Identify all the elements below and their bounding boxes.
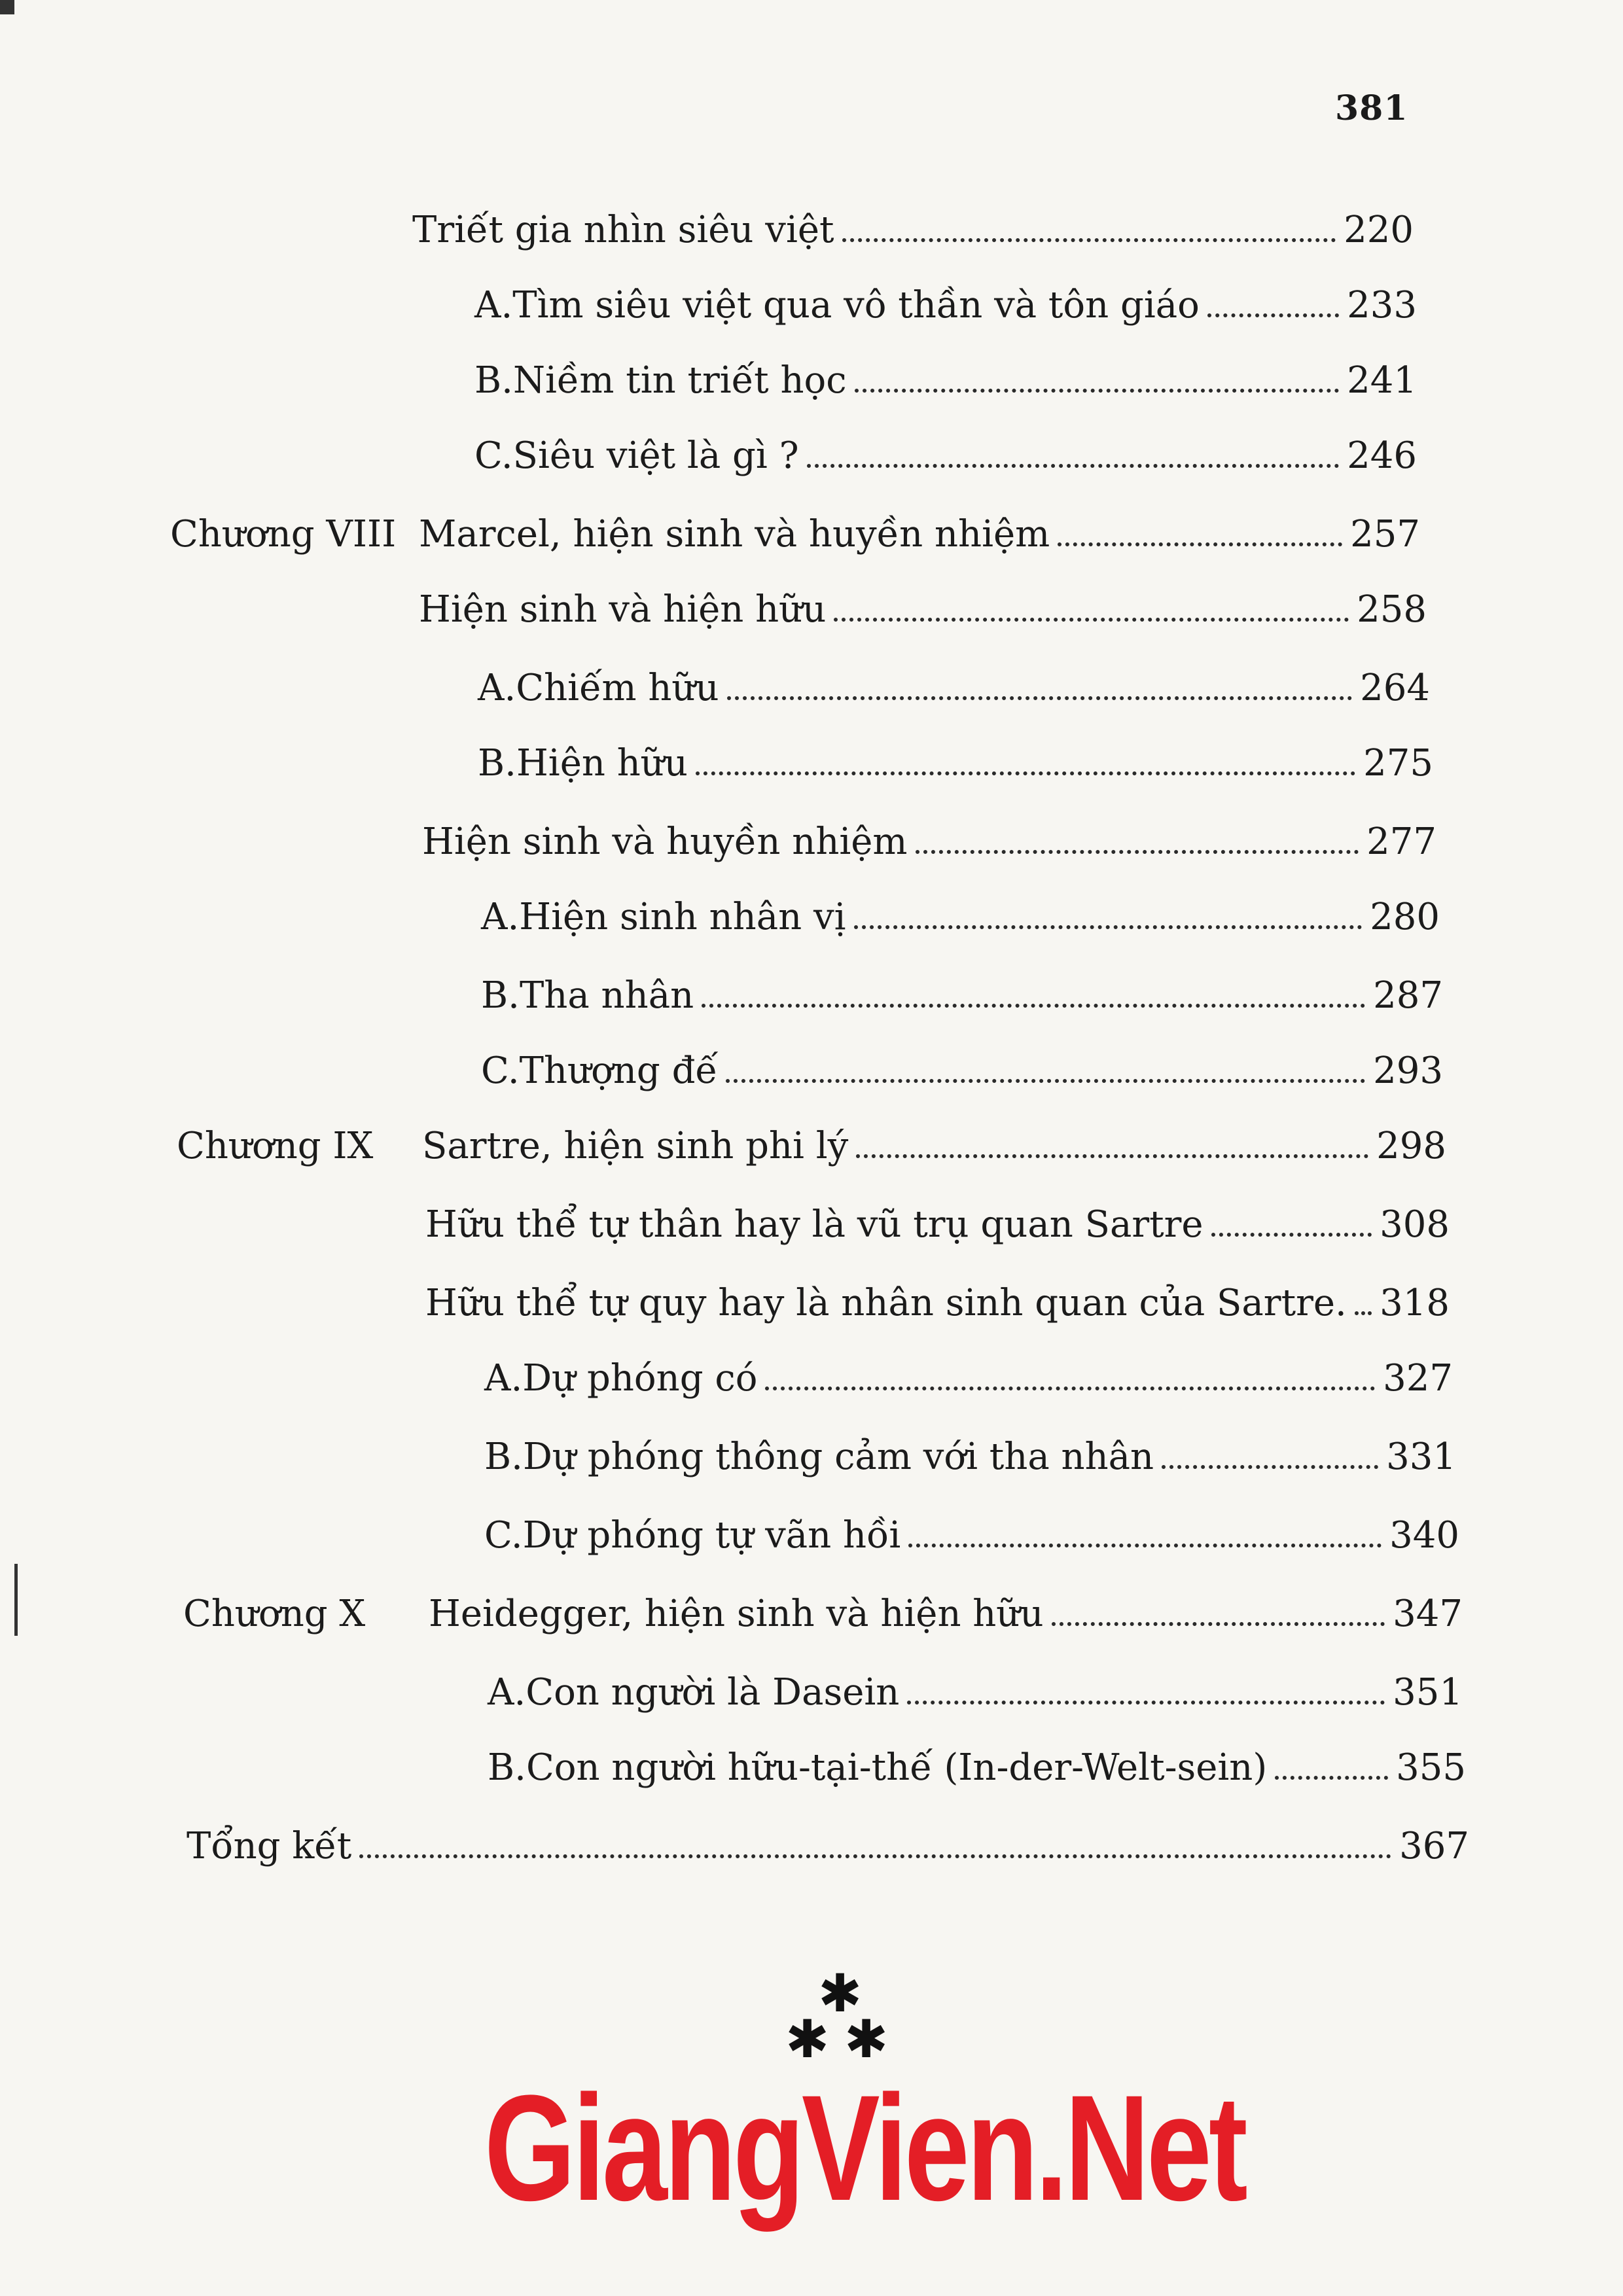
toc-entry-title: C.Dự phóng tự vãn hồi: [484, 1514, 901, 1557]
toc-entry-title: A.Hiện sinh nhân vị: [481, 896, 846, 938]
toc-entry-page: 308: [1380, 1203, 1450, 1246]
toc-entry-page: 220: [1344, 209, 1414, 251]
toc-entry-page: 340: [1389, 1514, 1459, 1557]
toc-entry-title: Hiện sinh và hiện hữu: [419, 588, 827, 631]
dot-leader: [856, 1154, 1368, 1158]
toc-entry-title: Marcel, hiện sinh và huyền nhiệm: [419, 513, 1050, 556]
toc-entry: [481, 962, 1443, 1017]
toc-entry: [474, 272, 1417, 327]
toc-entry: [478, 654, 1430, 707]
toc-entry: [474, 347, 1417, 402]
toc-entry-page: 318: [1380, 1282, 1450, 1324]
dot-leader: [727, 696, 1352, 700]
toc-entry-title: Hiện sinh và huyền nhiệm: [422, 821, 908, 863]
toc-entry-page: 264: [1360, 667, 1430, 709]
toc-entry-page: 275: [1363, 742, 1433, 785]
toc-entry: [183, 1580, 1463, 1635]
toc-entry-title: C.Siêu việt là gì ?: [474, 434, 799, 477]
toc-entry: [481, 883, 1440, 936]
dot-leader: [726, 1079, 1365, 1083]
toc-entry-page: 246: [1347, 434, 1417, 477]
toc-entry-title: A.Chiếm hữu: [478, 667, 719, 709]
asterisk-icon: ✱: [785, 2009, 830, 2070]
toc-entry: [484, 1423, 1456, 1478]
toc-entry-page: 347: [1393, 1593, 1463, 1635]
toc-entry-page: 287: [1373, 974, 1443, 1017]
toc-entry-title: B.Tha nhân: [481, 974, 694, 1017]
toc-entry: [481, 1037, 1443, 1092]
toc-entry: [419, 576, 1427, 631]
dot-leader: [1355, 1311, 1372, 1315]
toc-entry-title: B.Hiện hữu: [478, 742, 688, 785]
dot-leader: [855, 389, 1340, 393]
toc-entry-page: 293: [1373, 1050, 1443, 1092]
toc-entry-page: 233: [1347, 284, 1417, 327]
toc-entry: [170, 501, 1420, 556]
toc-chapter-label: Chương X: [183, 1593, 366, 1635]
toc-entry-title: Triết gia nhìn siêu việt: [412, 209, 834, 251]
section-ornament: [785, 1963, 916, 2068]
toc-entry: [488, 1659, 1463, 1714]
toc-chapter-label: Chương IX: [177, 1125, 374, 1167]
dot-leader: [1058, 542, 1342, 546]
toc-entry-title: B.Dự phóng thông cảm với tha nhân: [484, 1436, 1154, 1478]
toc-entry-title: C.Thượng đế: [481, 1050, 718, 1092]
toc-entry-title: A.Dự phóng có: [484, 1357, 758, 1400]
dot-leader: [908, 1544, 1382, 1547]
toc-entry-title: B.Con người hữu-tại-thế (In-der-Welt-sein): [488, 1746, 1268, 1789]
dot-leader: [1275, 1776, 1388, 1780]
toc-entry-title: B.Niềm tin triết học: [474, 359, 847, 402]
dot-leader: [807, 464, 1340, 468]
toc-entry: [474, 422, 1417, 477]
dot-leader: [842, 238, 1336, 242]
toc-entry-page: 351: [1393, 1671, 1463, 1714]
toc-entry-page: 331: [1386, 1436, 1456, 1478]
dot-leader: [854, 925, 1363, 929]
toc-entry-page: 258: [1357, 588, 1427, 631]
toc-entry: [478, 730, 1433, 785]
binding-mark: [14, 1564, 18, 1636]
toc-chapter-label: Chương VIII: [170, 513, 397, 556]
toc-entry-title: A.Tìm siêu việt qua vô thần và tôn giáo: [474, 284, 1200, 327]
watermark-logo: GiangVien.Net: [484, 2064, 1245, 2232]
dot-leader: [907, 1701, 1385, 1704]
toc-entry: [177, 1112, 1446, 1167]
toc-entry-title: Hữu thể tự thân hay là vũ trụ quan Sartre: [425, 1203, 1204, 1246]
dot-leader: [765, 1386, 1375, 1390]
dot-leader: [834, 618, 1349, 622]
toc-entry: [412, 196, 1414, 249]
page-number: 381: [1335, 88, 1408, 128]
toc-entry: [187, 1812, 1469, 1865]
asterisk-icon: ✱: [844, 2009, 889, 2070]
binding-mark: [0, 0, 14, 14]
toc-entry: [488, 1734, 1466, 1789]
dot-leader: [1052, 1622, 1385, 1626]
dot-leader: [1207, 313, 1339, 317]
dot-leader: [916, 850, 1359, 854]
toc-entry: [484, 1502, 1459, 1557]
toc-entry-title: Hữu thể tự quy hay là nhân sinh quan của Sartre.: [425, 1282, 1347, 1324]
toc-entry-title: A.Con người là Dasein: [488, 1671, 900, 1714]
toc-entry: [422, 808, 1436, 863]
toc-entry-page: 277: [1366, 821, 1436, 863]
asterisk-icon: ✱: [818, 1963, 863, 2024]
toc-entry-page: 355: [1396, 1746, 1466, 1789]
dot-leader: [359, 1854, 1391, 1858]
toc-entry-page: 298: [1376, 1125, 1446, 1167]
toc-entry-page: 241: [1347, 359, 1417, 402]
dot-leader: [696, 771, 1355, 775]
dot-leader: [702, 1004, 1365, 1008]
toc-entry-title: Sartre, hiện sinh phi lý: [422, 1125, 849, 1167]
dot-leader: [1162, 1465, 1378, 1469]
toc-entry-page: 280: [1370, 896, 1440, 938]
toc-entry-title: Heidegger, hiện sinh và hiện hữu: [429, 1593, 1044, 1635]
toc-entry-page: 257: [1350, 513, 1420, 556]
toc-entry: [425, 1269, 1450, 1322]
toc-entry: [484, 1345, 1453, 1400]
toc-entry-page: 367: [1399, 1825, 1469, 1867]
toc-entry-page: 327: [1383, 1357, 1453, 1400]
dot-leader: [1211, 1233, 1372, 1237]
toc-entry-title: Tổng kết: [187, 1825, 352, 1867]
toc-entry: [425, 1191, 1450, 1246]
